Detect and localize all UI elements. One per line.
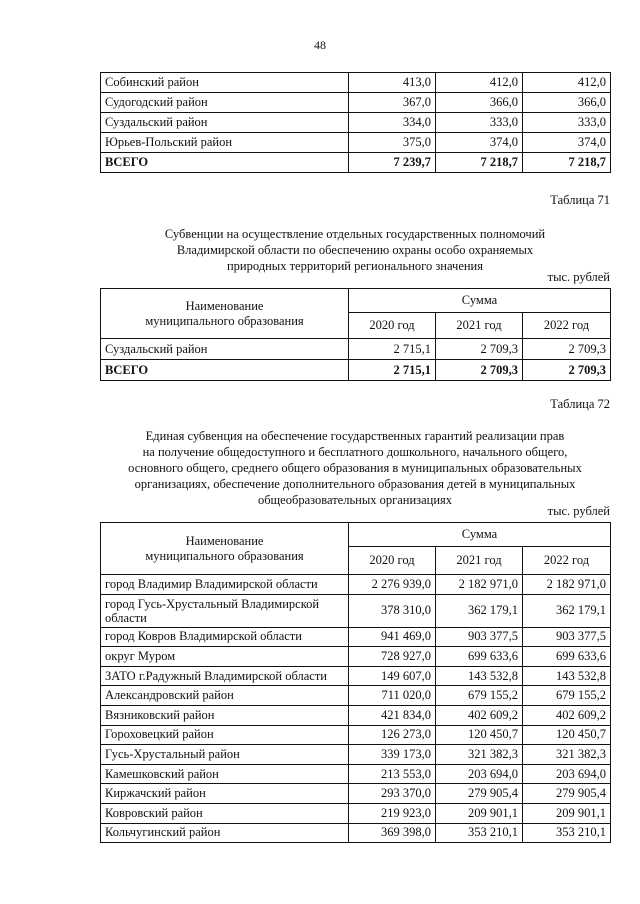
row-name: Кольчугинский район: [101, 823, 349, 843]
table71-header-name: [101, 289, 349, 339]
value-2022: 362 179,1: [523, 594, 611, 627]
total-2021: 7 218,7: [436, 153, 523, 173]
table71-year-2022: 2022 год: [523, 313, 611, 339]
value-2020: 219 923,0: [349, 803, 436, 823]
value-2022: 203 694,0: [523, 764, 611, 784]
table-row: [101, 803, 611, 823]
value-2022: 209 901,1: [523, 803, 611, 823]
row-name: округ Муром: [101, 647, 349, 667]
value-2020: 711 020,0: [349, 686, 436, 706]
value-2021: 353 210,1: [436, 823, 523, 843]
table71: [100, 288, 611, 381]
row-name: Киржачский район: [101, 784, 349, 804]
total-row: [101, 153, 611, 173]
table-row: [101, 93, 611, 113]
row-name: город Гусь-Хрустальный Владимирской области: [101, 594, 349, 627]
value-2020: 378 310,0: [349, 594, 436, 627]
value-2021: 903 377,5: [436, 627, 523, 647]
total-2022: 2 709,3: [523, 360, 611, 381]
value-2021: 362 179,1: [436, 594, 523, 627]
value-2020: 126 273,0: [349, 725, 436, 745]
table72-year-2021: 2021 год: [436, 547, 523, 575]
table72-header-name: [101, 523, 349, 575]
value-2022: 402 609,2: [523, 705, 611, 725]
table-row: [101, 73, 611, 93]
value-2020: 339 173,0: [349, 745, 436, 765]
row-name: Собинский район: [101, 73, 349, 93]
table-row: [101, 823, 611, 843]
table-row: [101, 784, 611, 804]
table71-year-2020: 2020 год: [349, 313, 436, 339]
value-2020: 334,0: [349, 113, 436, 133]
value-2020: 213 553,0: [349, 764, 436, 784]
value-2022: 321 382,3: [523, 745, 611, 765]
table72-unit: тыс. рублей: [547, 504, 610, 518]
value-2020: 941 469,0: [349, 627, 436, 647]
table-row: [101, 666, 611, 686]
value-2020: 369 398,0: [349, 823, 436, 843]
value-2022: 353 210,1: [523, 823, 611, 843]
table-row: [101, 745, 611, 765]
table72-title-line: основного общего, среднего общего образования в муниципальных образовательных: [128, 461, 582, 475]
total-2022: 7 218,7: [523, 153, 611, 173]
header-name-line: Наименование: [185, 533, 264, 548]
table71-header-sum: Сумма: [349, 289, 611, 313]
value-2020: 2 715,1: [349, 339, 436, 360]
total-2021: 2 709,3: [436, 360, 523, 381]
table-row: [101, 113, 611, 133]
table72-year-2022: 2022 год: [523, 547, 611, 575]
table72-title-line: общеобразовательных организациях: [257, 493, 453, 507]
total-2020: 7 239,7: [349, 153, 436, 173]
total-label: ВСЕГО: [101, 153, 349, 173]
value-2022: 333,0: [523, 113, 611, 133]
value-2021: 412,0: [436, 73, 523, 93]
table72-title: [100, 428, 610, 508]
value-2021: 699 633,6: [436, 647, 523, 667]
row-name: Вязниковский район: [101, 705, 349, 725]
value-2020: 367,0: [349, 93, 436, 113]
value-2022: 2 182 971,0: [523, 575, 611, 595]
table72-header-sum: Сумма: [349, 523, 611, 547]
table72-title-line: на получение общедоступного и бесплатного дошкольного, начального общего,: [142, 445, 568, 459]
value-2020: 293 370,0: [349, 784, 436, 804]
row-name: Судогодский район: [101, 93, 349, 113]
value-2021: 374,0: [436, 133, 523, 153]
table72-label: Таблица 72: [550, 397, 610, 411]
table-row: [101, 686, 611, 706]
row-name: ЗАТО г.Радужный Владимирской области: [101, 666, 349, 686]
table72-year-2020: 2020 год: [349, 547, 436, 575]
table72-title-line: Единая субвенция на обеспечение государственных гарантий реализации прав: [145, 429, 565, 443]
value-2020: 2 276 939,0: [349, 575, 436, 595]
value-2021: 209 901,1: [436, 803, 523, 823]
row-name: город Ковров Владимирской области: [101, 627, 349, 647]
header-name-line: муниципального образования: [145, 548, 304, 563]
value-2022: 903 377,5: [523, 627, 611, 647]
header-name-line: муниципального образования: [145, 313, 304, 328]
value-2021: 2 709,3: [436, 339, 523, 360]
table71-label: Таблица 71: [550, 193, 610, 207]
table72-title-line: организациях, обеспечение дополнительного образования детей в муниципальных: [134, 477, 576, 491]
row-name: Александровский район: [101, 686, 349, 706]
row-name: Суздальский район: [101, 339, 349, 360]
value-2021: 203 694,0: [436, 764, 523, 784]
value-2020: 149 607,0: [349, 666, 436, 686]
table71-title: [100, 226, 610, 274]
table-row: [101, 627, 611, 647]
row-name: Гусь-Хрустальный район: [101, 745, 349, 765]
value-2021: 333,0: [436, 113, 523, 133]
table71-title-line: природных территорий регионального значения: [226, 259, 483, 273]
table-row: [101, 339, 611, 360]
value-2022: 679 155,2: [523, 686, 611, 706]
value-2021: 321 382,3: [436, 745, 523, 765]
table71-year-2021: 2021 год: [436, 313, 523, 339]
table71-unit: тыс. рублей: [547, 270, 610, 284]
total-label: ВСЕГО: [101, 360, 349, 381]
total-2020: 2 715,1: [349, 360, 436, 381]
value-2022: 143 532,8: [523, 666, 611, 686]
row-name: Камешковский район: [101, 764, 349, 784]
table-row: [101, 764, 611, 784]
value-2020: 421 834,0: [349, 705, 436, 725]
value-2021: 366,0: [436, 93, 523, 113]
value-2022: 279 905,4: [523, 784, 611, 804]
value-2021: 402 609,2: [436, 705, 523, 725]
value-2021: 279 905,4: [436, 784, 523, 804]
row-name: Гороховецкий район: [101, 725, 349, 745]
value-2022: 699 633,6: [523, 647, 611, 667]
row-name: город Владимир Владимирской области: [101, 575, 349, 595]
table-row: [101, 133, 611, 153]
value-2022: 2 709,3: [523, 339, 611, 360]
table71-title-line: Субвенции на осуществление отдельных государственных полномочий: [164, 227, 546, 241]
table-row: [101, 594, 611, 627]
total-row: [101, 360, 611, 381]
page-number: 48: [314, 38, 326, 52]
value-2021: 2 182 971,0: [436, 575, 523, 595]
row-name: Суздальский район: [101, 113, 349, 133]
value-2022: 366,0: [523, 93, 611, 113]
table-row: [101, 575, 611, 595]
value-2020: 728 927,0: [349, 647, 436, 667]
row-name: Ковровский район: [101, 803, 349, 823]
table71-title-line: Владимирской области по обеспечению охраны особо охраняемых: [176, 243, 534, 257]
table72: [100, 522, 611, 843]
value-2021: 679 155,2: [436, 686, 523, 706]
table-row: [101, 705, 611, 725]
value-2022: 412,0: [523, 73, 611, 93]
top-table: [100, 72, 611, 173]
row-name: Юрьев-Польский район: [101, 133, 349, 153]
table-row: [101, 647, 611, 667]
value-2022: 120 450,7: [523, 725, 611, 745]
value-2022: 374,0: [523, 133, 611, 153]
value-2021: 120 450,7: [436, 725, 523, 745]
table-row: [101, 725, 611, 745]
header-name-line: Наименование: [185, 298, 264, 313]
value-2021: 143 532,8: [436, 666, 523, 686]
value-2020: 413,0: [349, 73, 436, 93]
value-2020: 375,0: [349, 133, 436, 153]
